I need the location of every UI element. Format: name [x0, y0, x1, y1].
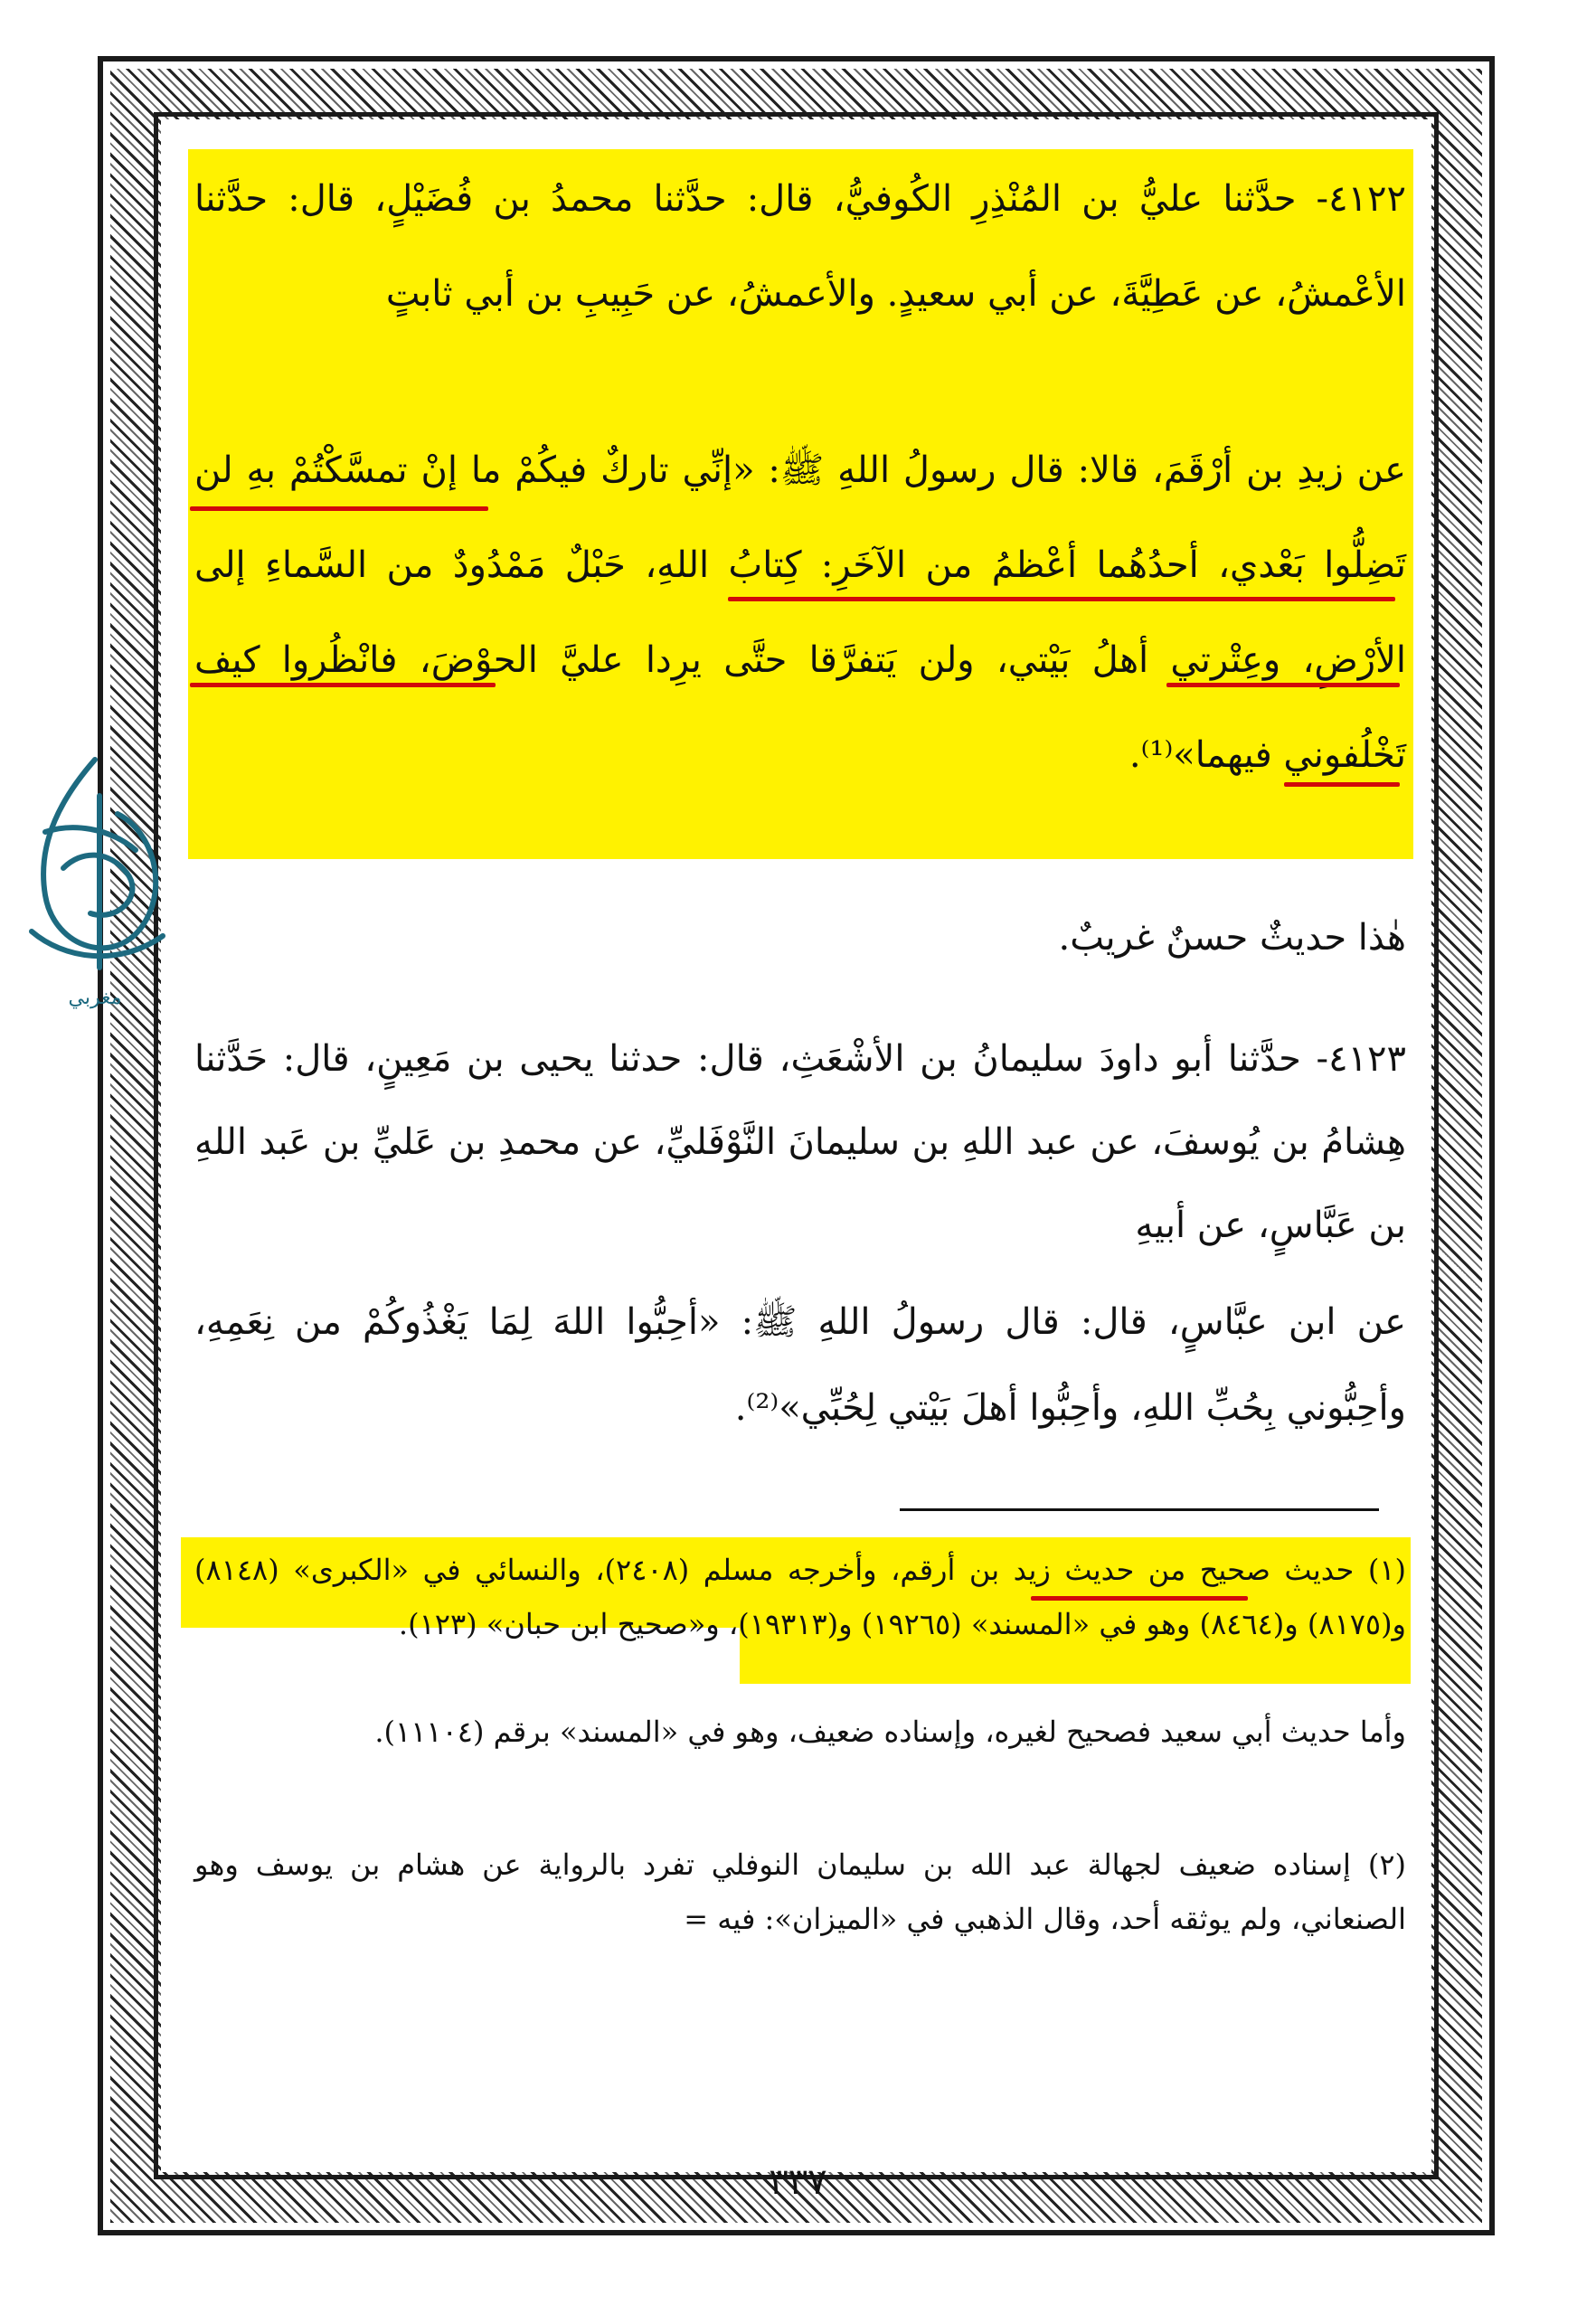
- hadith-4122-matn: عن زيدِ بن أرْقَمَ، قالا: قال رسولُ اللهِ ﷺ: «إنِّي تاركٌ فيكُمْ ما إنْ تمسَّكْتُمْ بهِ لن تَضِلُّوا بَعْدي، أحدُهُما أعْظمُ من الآخَرِ: كِتابُ اللهِ، حَبْلٌ مَمْدُودٌ من السَّماءِ إلى الأرْضِ، وعِتْرتي أهلُ بَيْتي، ولن يَتفرَّقا حتَّى يرِدا عليَّ الحوْضَ، فانْظُروا كيف تَخْلُفوني فيهما»⁽¹⁾.: [194, 449, 1406, 776]
- hadith-grade: هٰذا حديثٌ حسنٌ غريبٌ.: [1058, 917, 1406, 959]
- underline-1: [190, 506, 488, 511]
- watermark-text: مغربي: [68, 987, 122, 1009]
- hadith-4122-isnad: ٤١٢٢- حدَّثنا عليُّ بن المُنْذِرِ الكُوفيُّ، قال: حدَّثنا محمدُ بن فُضَيْلٍ، قال: حدَّثنا الأعْمشُ، عن عَطِيَّةَ، عن أبي سعيدٍ. والأعمشُ، عن حَبِيبِ بن أبي ثابتٍ: [194, 178, 1406, 315]
- footnote-1: (١) حديث صحيح من حديث زيد بن أرقم، وأخرجه مسلم (٢٤٠٨)، والنسائي في «الكبرى» (٨١٤٨) و(٨١٧٥) و(٨٤٦٤) وهو في «المسند» (١٩٢٦٥) و(١٩٣١٣)، و«صحيح ابن حبان» (١٢٣).: [194, 1553, 1406, 1641]
- watermark-logo: [9, 742, 181, 1013]
- footnote-1-continued: وأما حديث أبي سعيد فصحيح لغيره، وإسناده ضعيف، وهو في «المسند» برقم (١١١٠٤).: [374, 1715, 1406, 1749]
- underline-4: [1166, 683, 1400, 687]
- underline-3: [190, 683, 496, 687]
- footnote-2: (٢) إسناده ضعيف لجهالة عبد الله بن سليمان النوفلي تفرد بالرواية عن هشام بن يوسف وهو الصنعاني، ولم يوثقه أحد، وقال الذهبي في «الميزان»: فيه =: [194, 1847, 1406, 1936]
- footnote-separator: [900, 1508, 1379, 1511]
- watermark-calligraphy-icon: [9, 742, 181, 1013]
- hadith-4123-matn: عن ابن عبَّاسٍ، قال: قال رسولُ اللهِ ﷺ: «أحِبُّوا اللهَ لِمَا يَغْذُوكُمْ من نِعَمِهِ، وأحِبُّوني بِحُبِّ اللهِ، وأحِبُّوا أهلَ بَيْتي لِحُبِّي»⁽²⁾.: [194, 1301, 1406, 1429]
- hadith-4123-isnad: ٤١٢٣- حدَّثنا أبو داودَ سليمانُ بن الأشْعَثِ، قال: حدثنا يحيى بن مَعِينٍ، قال: حَدَّثنا هِشامُ بن يُوسفَ، عن عبد اللهِ بن سليمانَ النَّوْفَليِّ، عن محمدِ بن عَليِّ بن عَبد اللهِ بن عَبَّاسٍ، عن أبيهِ: [194, 1038, 1406, 1246]
- underline-5: [1284, 782, 1400, 787]
- page-number: ٣٣٧: [769, 2161, 827, 2203]
- underline-footnote: [1031, 1596, 1248, 1601]
- underline-2: [728, 597, 1395, 601]
